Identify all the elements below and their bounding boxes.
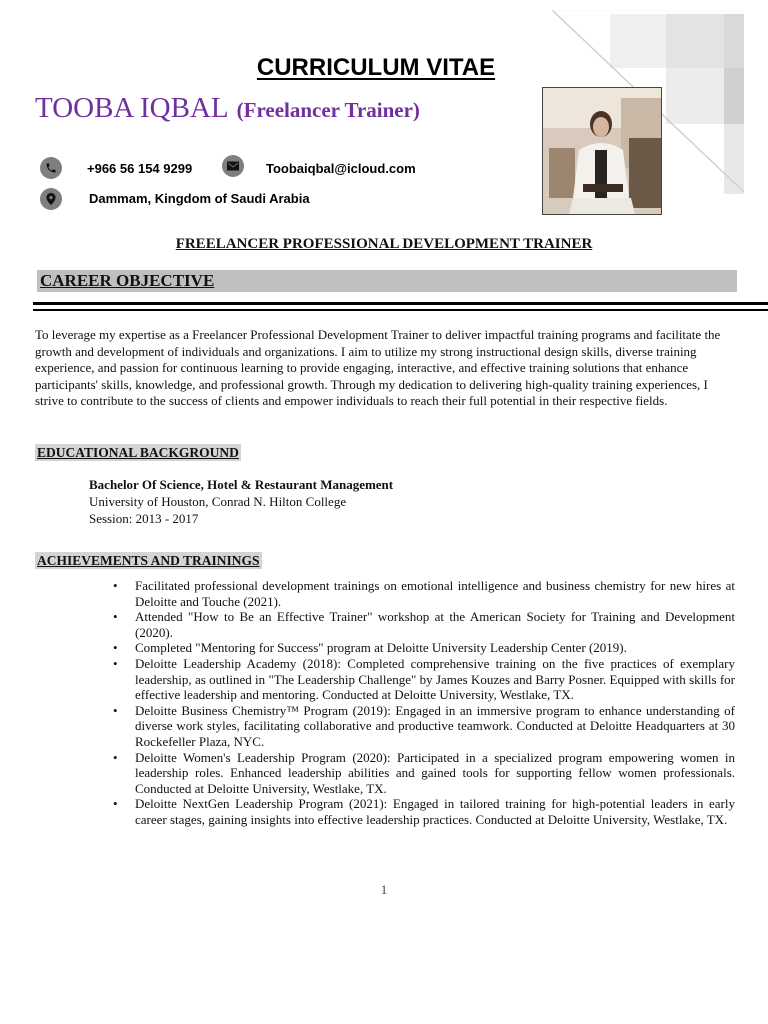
career-objective-heading bbox=[37, 270, 737, 292]
session: Session: 2013 - 2017 bbox=[89, 511, 199, 526]
divider-thin bbox=[33, 309, 768, 311]
education-entry bbox=[89, 476, 393, 527]
achievements-heading: ACHIEVEMENTS AND TRAININGS bbox=[37, 553, 260, 568]
list-item: • Completed "Mentoring for Success" program at Deloitte University Leadership Center (2019). bbox=[135, 640, 735, 656]
phone-number: +966 56 154 9299 bbox=[87, 161, 193, 176]
education-heading: EDUCATIONAL BACKGROUND bbox=[37, 445, 239, 460]
cv-title: CURRICULUM VITAE bbox=[256, 54, 496, 81]
phone-icon bbox=[40, 157, 62, 179]
institution: University of Houston, Conrad N. Hilton College bbox=[89, 494, 347, 509]
email-address: Toobaiqbal@icloud.com bbox=[266, 161, 416, 176]
profile-photo bbox=[542, 87, 662, 215]
location-pin-icon bbox=[40, 188, 62, 210]
degree: Bachelor Of Science, Hotel & Restaurant Management bbox=[89, 477, 394, 492]
candidate-role: (Freelancer Trainer) bbox=[236, 98, 420, 122]
envelope-icon bbox=[222, 155, 244, 177]
page-number: 1 bbox=[380, 882, 388, 897]
list-item: • Deloitte Business Chemistry™ Program (2019): Engaged in an immersive program to enhance understanding of diverse work styles, facilitating collaborative and productive teamwork. Conducted at Deloitte Headquarters at 30 Rockefeller Plaza, NYC. bbox=[135, 703, 735, 750]
list-item: • Deloitte Leadership Academy (2018): Completed comprehensive training on the five practices of exemplary leadership, as outlined in "The Leadership Challenge" by James Kouzes and Barry Posner. Equipped with skills for effective leadership and mentoring. Conducted at Deloitte University, Westlake, TX. bbox=[135, 656, 735, 703]
career-objective-label: CAREER OBJECTIVE bbox=[40, 271, 215, 290]
list-item: • Deloitte Women's Leadership Program (2020): Participated in a specialized program empowering women in leadership roles. Enhanced leadership abilities and gained tools for supporting fellow women professionals. Conducted at Deloitte University, Westlake, TX. bbox=[135, 750, 735, 797]
list-item: • Attended "How to Be an Effective Trainer" workshop at the American Society for Training and Development (2020). bbox=[135, 609, 735, 640]
candidate-name: TOOBA IQBAL bbox=[35, 92, 229, 124]
list-item: • Facilitated professional development trainings on emotional intelligence and business chemistry for new hires at Deloitte and Touche (2021). bbox=[135, 578, 735, 609]
career-objective-text: To leverage my expertise as a Freelancer Professional Development Trainer to deliver impactful training programs and facilitate the growth and development of individuals and organizations. I aim to utilize my strong instructional design skills, diverse training experience, and passion for continuous learning to provide engaging, interactive, and effective training solutions that enhance participants' skills, knowledge, and professional growth. Through my dedication to delivering high-quality training experiences, I strive to contribute to the success of clients and empower individuals to reach their full potential in their respective fields. bbox=[35, 327, 721, 408]
list-item: • Deloitte NextGen Leadership Program (2021): Engaged in tailored training for high-potential leaders in early career stages, gaining insights into effective leadership practices. Conducted at Deloitte University, Westlake, TX. bbox=[135, 796, 735, 827]
professional-headline: FREELANCER PROFESSIONAL DEVELOPMENT TRAINER bbox=[175, 236, 593, 252]
name-line bbox=[35, 92, 420, 125]
location-text: Dammam, Kingdom of Saudi Arabia bbox=[89, 191, 310, 206]
achievements-list bbox=[135, 578, 735, 828]
divider-thick bbox=[33, 302, 768, 305]
